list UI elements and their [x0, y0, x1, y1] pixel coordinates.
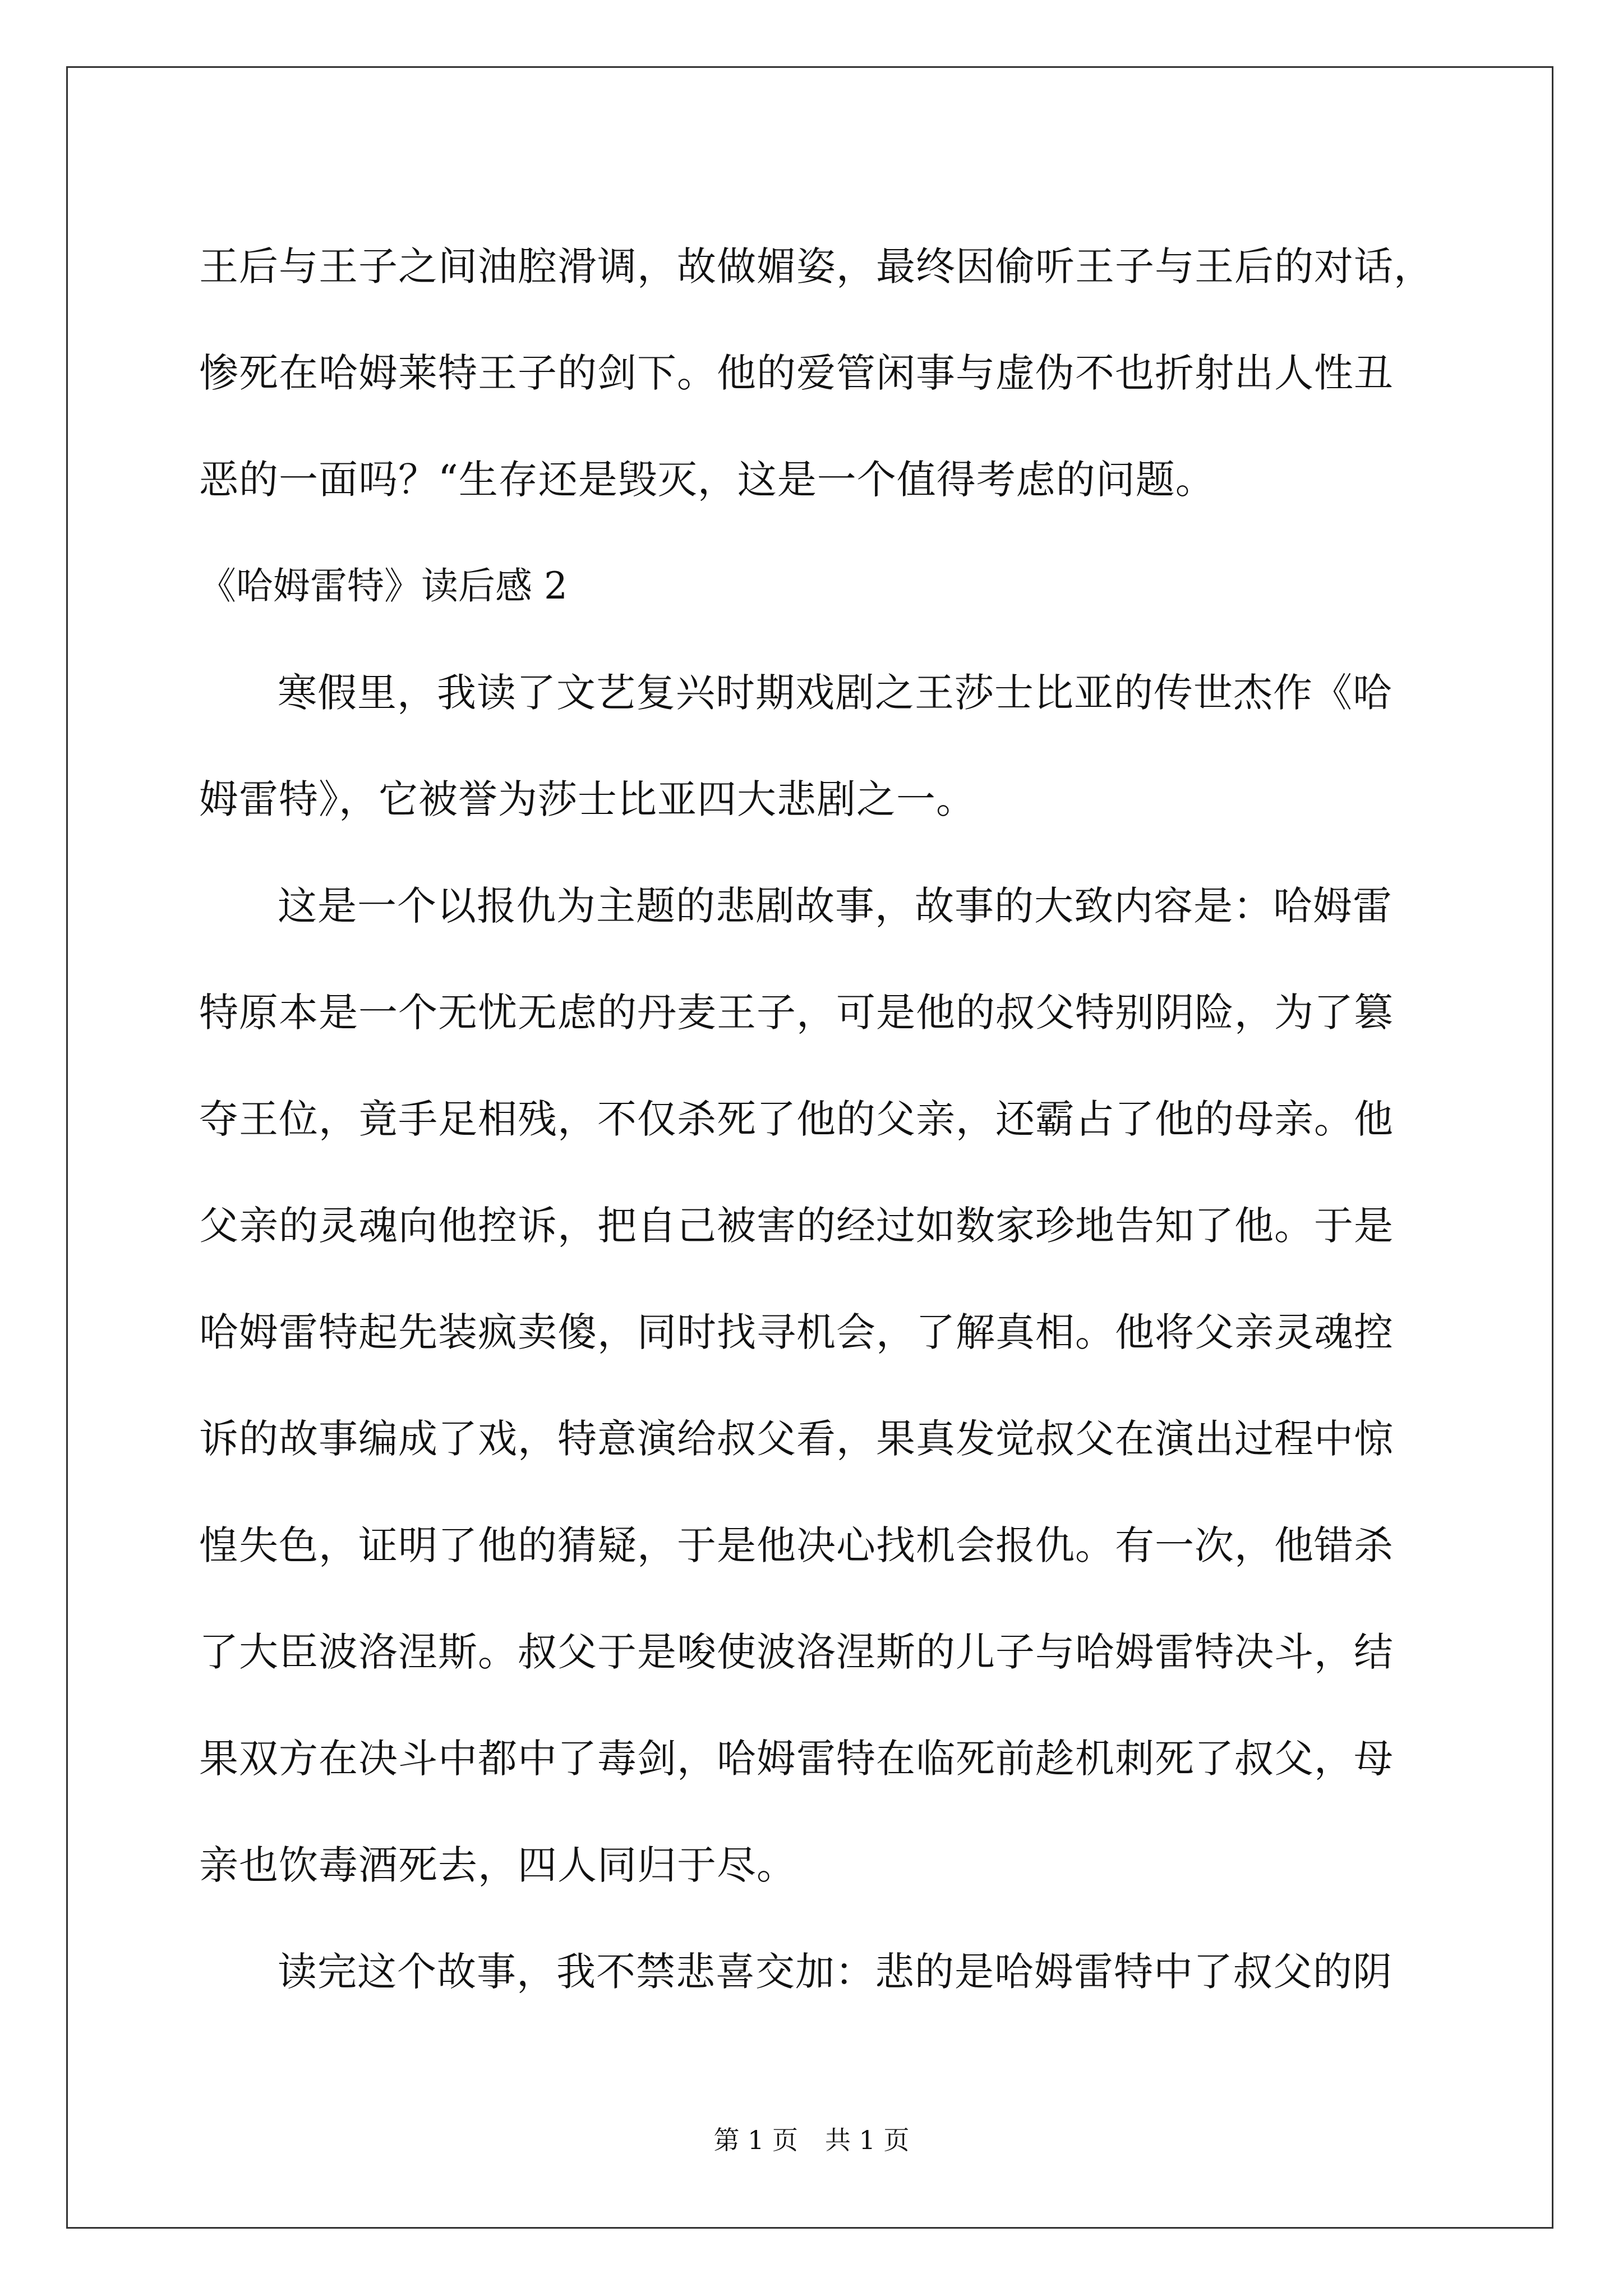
page-number-current: 第 1 页: [713, 2125, 798, 2155]
page-footer: [0, 2123, 1623, 2157]
text-line: 果双方在决斗中都中了毒剑，哈姆雷特在临死前趁机刺死了叔父，母: [199, 1736, 1394, 1782]
paragraph-first-line: 这是一个以报仇为主题的悲剧故事，故事的大致内容是：哈姆雷: [278, 883, 1393, 929]
text-line: 王后与王子之间油腔滑调，故做媚姿，最终因偷听王子与王后的对话，: [199, 243, 1433, 289]
text-line: 父亲的灵魂向他控诉，把自己被害的经过如数家珍地告知了他。于是: [199, 1203, 1394, 1249]
text-line: 亲也饮毒酒死去，四人同归于尽。: [199, 1842, 796, 1888]
text-line: 姆雷特》，它被誉为莎士比亚四大悲剧之一。: [199, 776, 976, 822]
section-heading: 《哈姆雷特》读后感 2: [199, 564, 568, 608]
document-body: [199, 213, 1436, 2025]
text-line: 了大臣波洛涅斯。叔父于是唆使波洛涅斯的儿子与哈姆雷特决斗，结: [199, 1629, 1394, 1675]
text-line: 诉的故事编成了戏，特意演给叔父看，果真发觉叔父在演出过程中惊: [199, 1416, 1394, 1462]
text-line: 惨死在哈姆莱特王子的剑下。他的爱管闲事与虚伪不也折射出人性丑: [199, 350, 1394, 396]
paragraph-first-line: 读完这个故事，我不禁悲喜交加：悲的是哈姆雷特中了叔父的阴: [278, 1949, 1393, 1995]
text-line: 特原本是一个无忧无虑的丹麦王子，可是他的叔父特别阴险，为了篡: [199, 990, 1394, 1036]
text-line: 惶失色，证明了他的猜疑，于是他决心找机会报仇。有一次，他错杀: [199, 1522, 1394, 1568]
text-line: 夺王位，竟手足相残，不仅杀死了他的父亲，还霸占了他的母亲。他: [199, 1096, 1394, 1142]
page-number-total: 共 1 页: [825, 2125, 910, 2155]
text-line: 恶的一面吗？“生存还是毁灭，这是一个值得考虑的问题。: [199, 457, 1215, 503]
paragraph-first-line: 寒假里，我读了文艺复兴时期戏剧之王莎士比亚的传世杰作《哈: [278, 670, 1393, 716]
text-line: 哈姆雷特起先装疯卖傻，同时找寻机会，了解真相。他将父亲灵魂控: [199, 1309, 1394, 1355]
